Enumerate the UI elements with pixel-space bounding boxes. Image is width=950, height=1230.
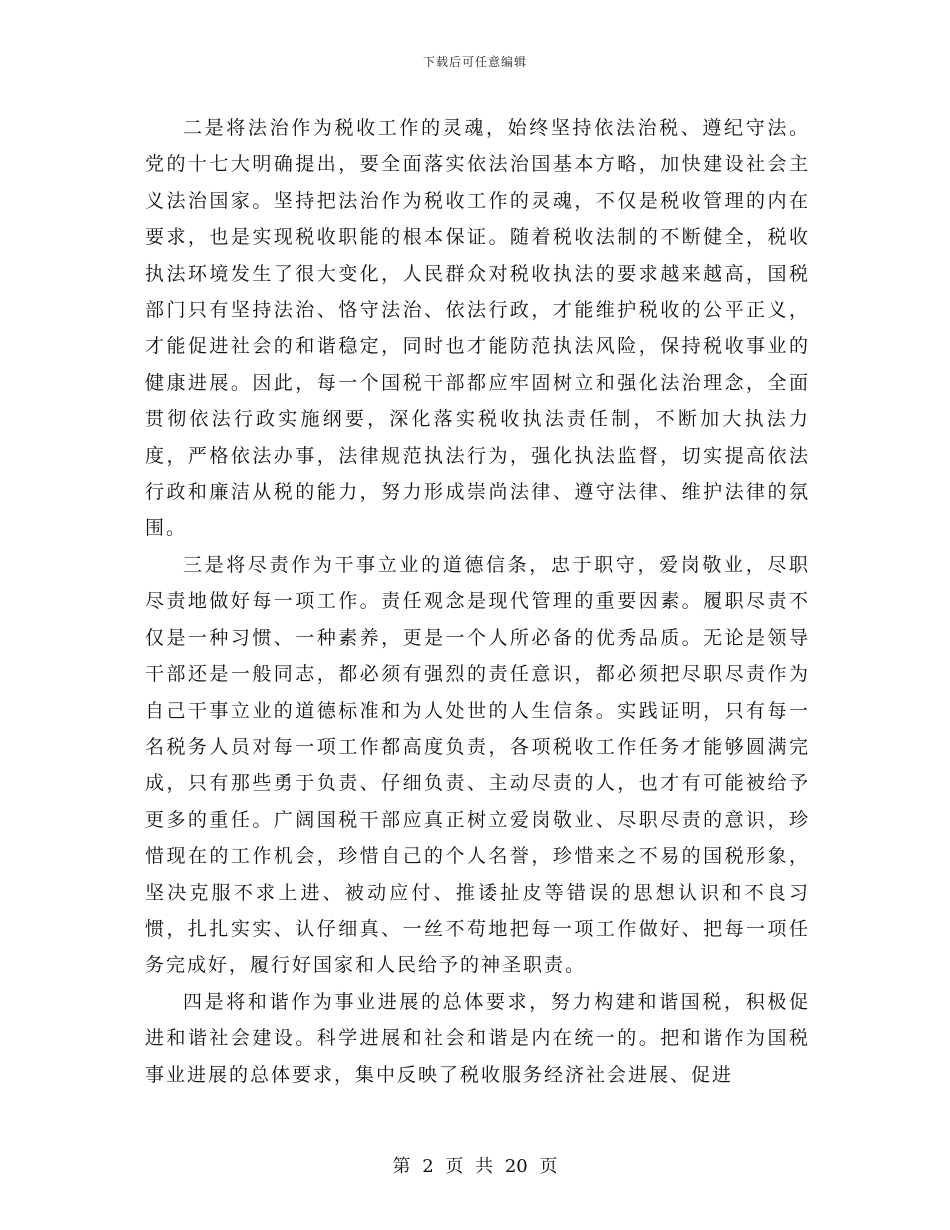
- paragraph-rule-of-law: 二是将法治作为税收工作的灵魂，始终坚持依法治税、遵纪守法。党的十七大明确提出，要全面落实依法治国基本方略，加快建设社会主义法治国家。坚持把法治作为税收工作的灵魂，不仅是税收管理的内在要求，也是实现税收职能的根本保证。随着税收法制的不断健全，税收执法环境发生了很大变化，人民群众对税收执法的要求越来越高，国税部门只有坚持法治、恪守法治、依法行政，才能维护税收的公平正义，才能促进社会的和谐稳定，同时也才能防范执法风险，保持税收事业的健康进展。因此，每一个国税干部都应牢固树立和强化法治理念，全面贯彻依法行政实施纲要，深化落实税收执法责任制，不断加大执法力度，严格依法办事，法律规范执法行为，强化执法监督，切实提高依法行政和廉洁从税的能力，努力形成崇尚法律、遵守法律、维护法律的氛围。: [145, 117, 810, 540]
- page-header-note: 下载后可任意编辑: [422, 55, 527, 69]
- paragraph-harmony: 四是将和谐作为事业进展的总体要求，努力构建和谐国税，积极促进和谐社会建设。科学进展和社会和谐是内在统一的。把和谐作为国税事业进展的总体要求，集中反映了税收服务经济社会进展、促进: [145, 990, 810, 1086]
- document-body: [145, 110, 810, 1093]
- page-number: 第 2 页 共 20 页: [392, 1156, 558, 1177]
- paragraph-responsibility: 三是将尽责作为干事立业的道德信条，忠于职守，爱岗敬业，尽职尽责地做好每一项工作。责任观念是现代管理的重要因素。履职尽责不仅是一种习惯、一种素养，更是一个人所必备的优秀品质。无论是领导干部还是一般同志，都必须有强烈的责任意识，都必须把尽职尽责作为自己干事立业的道德标准和为人处世的人生信条。实践证明，只有每一名税务人员对每一项工作都高度负责，各项税收工作任务才能够圆满完成，只有那些勇于负责、仔细负责、主动尽责的人，也才有可能被给予更多的重任。广阔国税干部应真正树立爱岗敬业、尽职尽责的意识，珍惜现在的工作机会，珍惜自己的个人名誉，珍惜来之不易的国税形象，坚决克服不求上进、被动应付、推诿扯皮等错误的思想认识和不良习惯，扎扎实实、认仔细真、一丝不苟地把每一项工作做好、把每一项任务完成好，履行好国家和人民给予的神圣职责。: [145, 553, 810, 977]
